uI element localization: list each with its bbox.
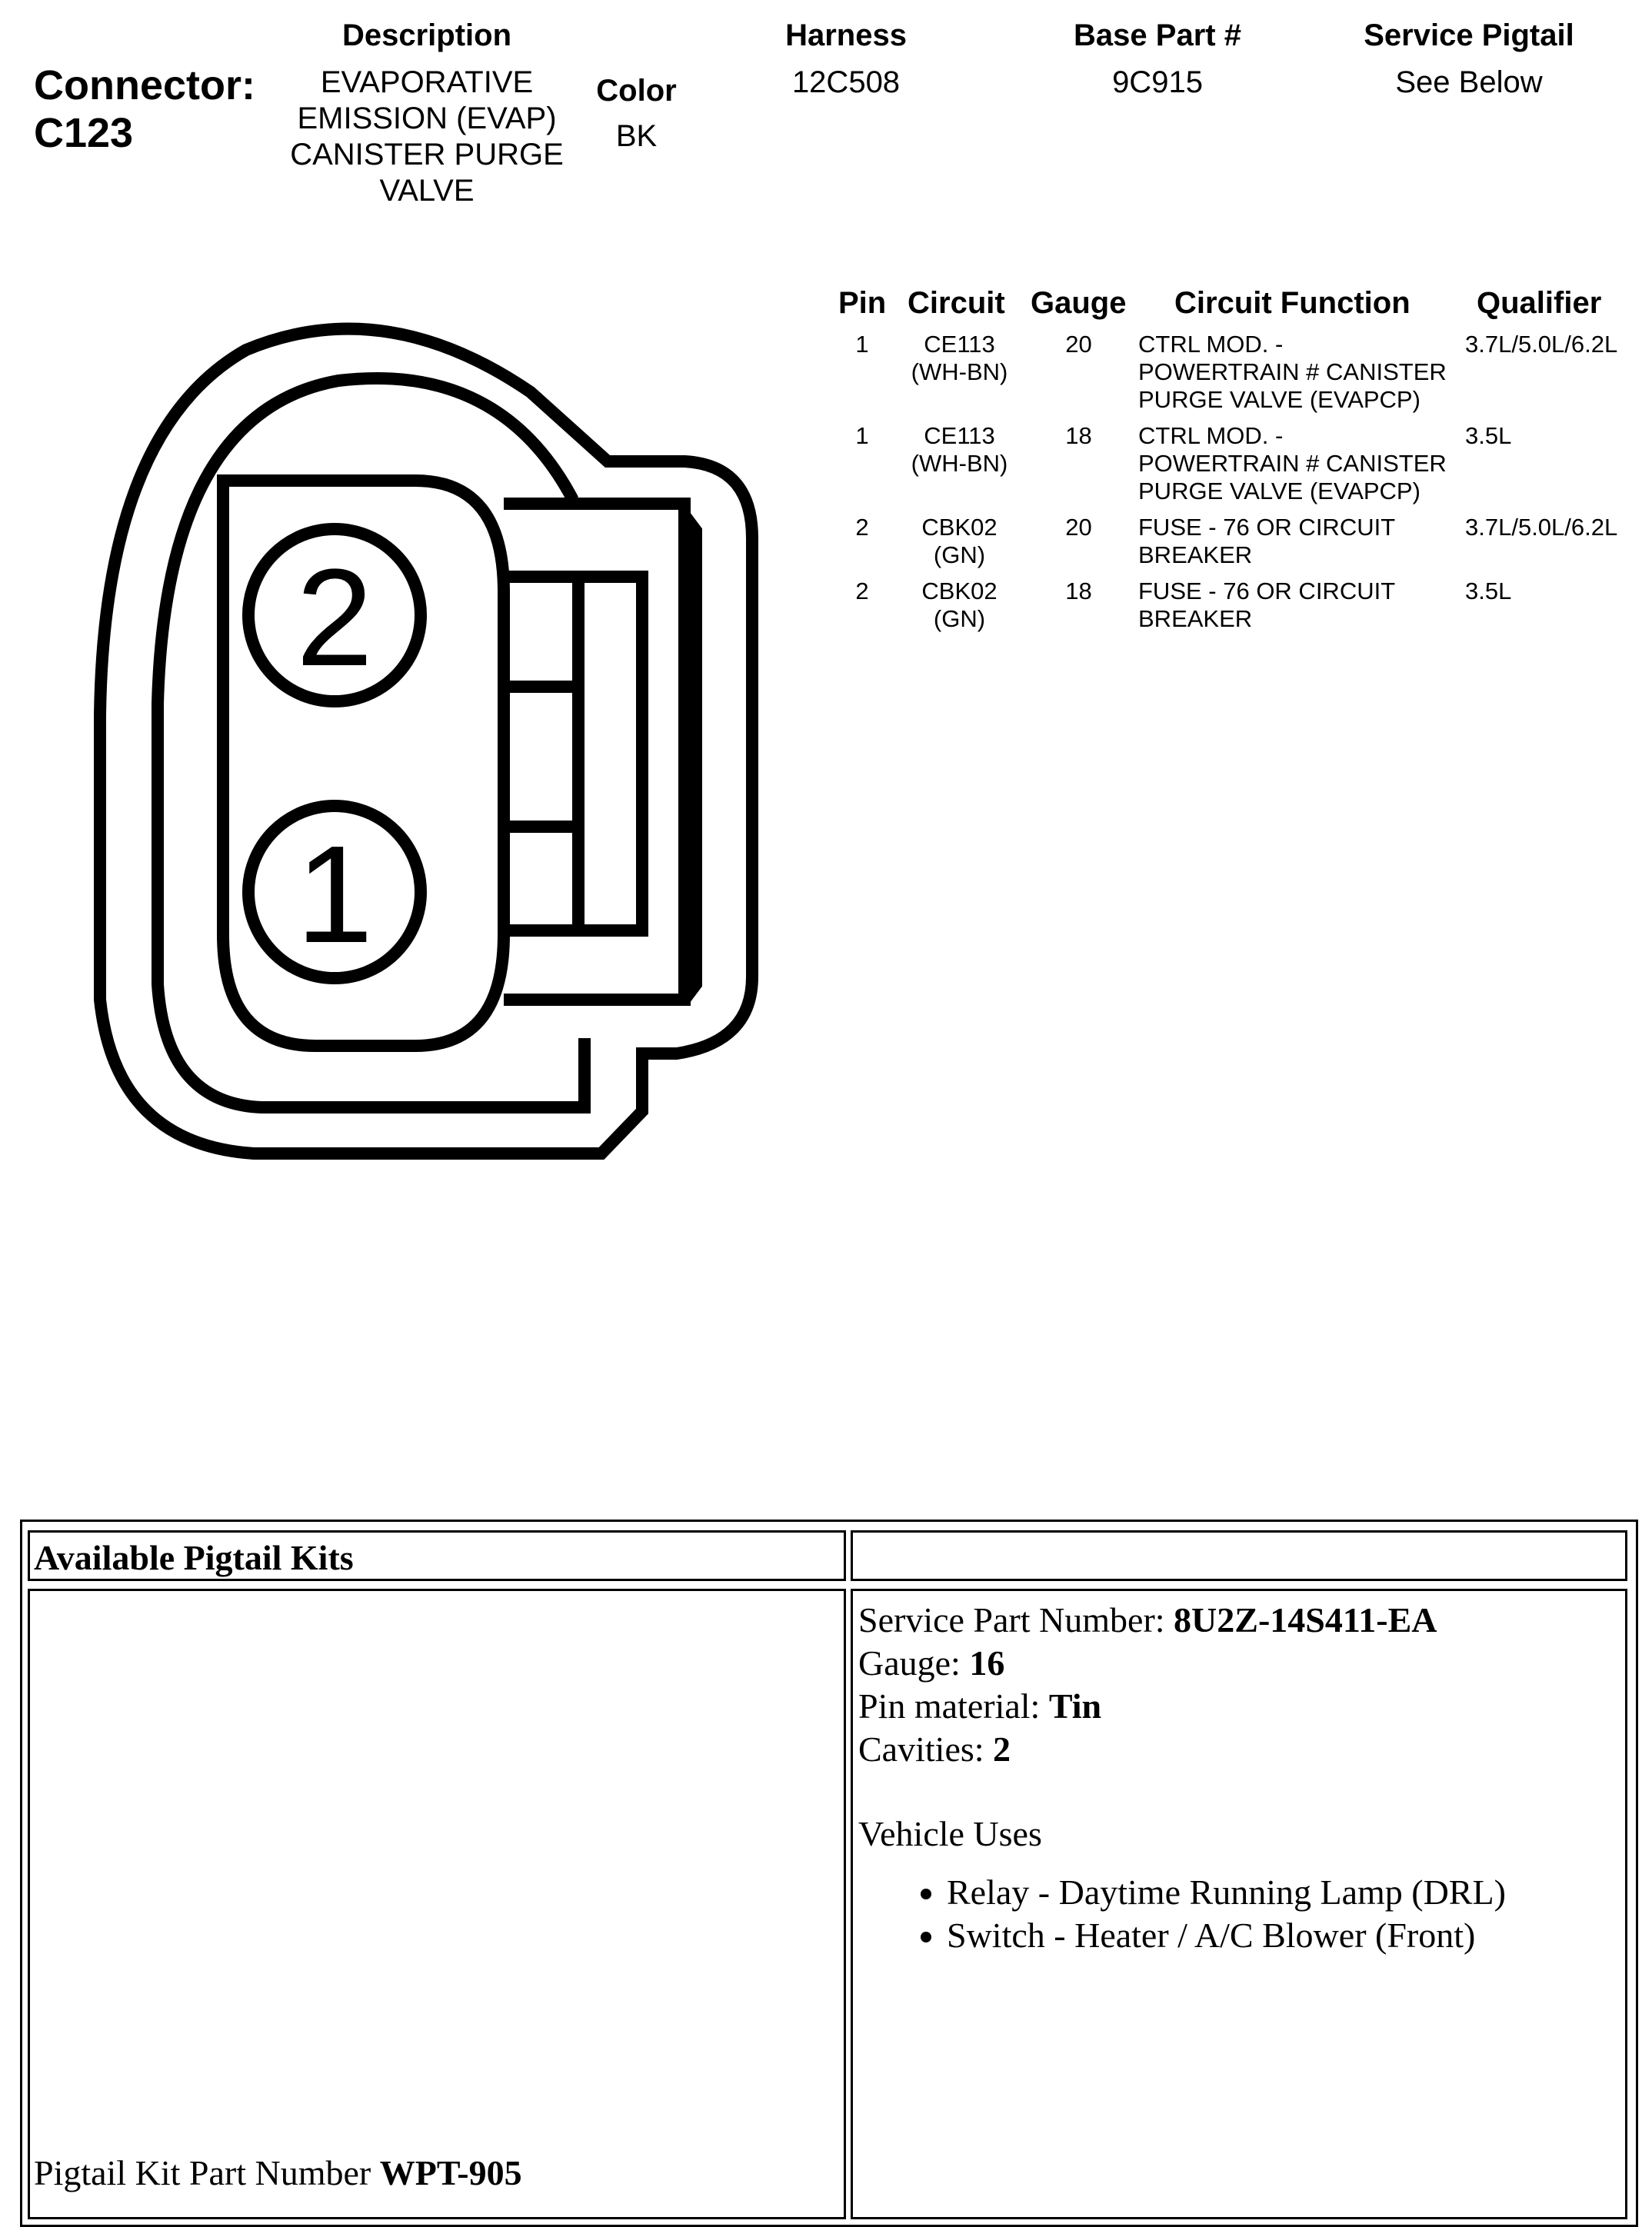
description-value	[273, 65, 581, 209]
pigtail-empty-header-cell	[851, 1530, 1627, 1581]
base-part-value: 9C915	[1112, 65, 1203, 99]
pigtail-kit-number	[34, 2152, 522, 2193]
circuit-line: (GN)	[933, 605, 986, 632]
connector-label: Connector:	[34, 62, 255, 108]
function-cell	[1138, 578, 1395, 633]
circuit-line: (WH-BN)	[911, 450, 1008, 477]
function-line: BREAKER	[1138, 605, 1253, 632]
cavities-row	[858, 1728, 1437, 1771]
service-part-row	[858, 1599, 1437, 1642]
description-line: EVAPORATIVE	[320, 65, 534, 99]
pigtail-details	[858, 1599, 1437, 1897]
function-cell	[1138, 422, 1447, 505]
service-pigtail-header: Service Pigtail	[1364, 18, 1574, 52]
gauge-value: 16	[969, 1643, 1005, 1683]
circuit-line: (WH-BN)	[911, 358, 1008, 385]
qualifier-cell: 3.7L/5.0L/6.2L	[1465, 331, 1618, 358]
circuit-cell	[892, 514, 1027, 569]
vehicle-uses-list	[853, 1871, 1652, 1957]
connector-outer-shell	[100, 329, 752, 1153]
gauge-cell: 18	[1065, 422, 1092, 449]
service-part-label: Service Part Number:	[858, 1600, 1174, 1639]
function-line: CTRL MOD. -	[1138, 422, 1284, 449]
function-line: FUSE - 76 OR CIRCUIT	[1138, 514, 1396, 541]
function-line: POWERTRAIN # CANISTER	[1138, 358, 1447, 385]
cavities-label: Cavities:	[858, 1729, 994, 1769]
pin-table-header-function: Circuit Function	[1174, 286, 1411, 320]
pin-table-header-pin: Pin	[838, 286, 887, 320]
service-part-value: 8U2Z-14S411-EA	[1174, 1600, 1437, 1639]
description-header: Description	[341, 18, 512, 52]
pigtail-image-cell	[28, 1589, 846, 2219]
vehicle-use-item: • Relay - Daytime Running Lamp (DRL)	[947, 1871, 1652, 1914]
function-line: BREAKER	[1138, 541, 1253, 568]
vehicle-uses-label: Vehicle Uses	[858, 1814, 1042, 1853]
function-line: FUSE - 76 OR CIRCUIT	[1138, 578, 1396, 604]
pigtail-details-cell	[851, 1589, 1627, 2219]
circuit-line: CBK02	[921, 578, 998, 604]
connector-id: C123	[34, 110, 134, 156]
circuit-line: CE113	[924, 331, 995, 358]
harness-value: 12C508	[791, 65, 901, 99]
circuit-cell	[892, 331, 1027, 386]
qualifier-cell: 3.7L/5.0L/6.2L	[1465, 514, 1618, 541]
circuit-line: CE113	[924, 422, 995, 449]
description-line: CANISTER PURGE	[290, 138, 564, 171]
description-line: VALVE	[379, 174, 475, 208]
gauge-cell: 18	[1065, 578, 1092, 604]
circuit-cell	[892, 578, 1027, 633]
circuit-line: (GN)	[933, 541, 986, 568]
qualifier-cell: 3.5L	[1465, 422, 1512, 449]
pin-material-row	[858, 1685, 1437, 1728]
pin-table-header-qualifier: Qualifier	[1477, 286, 1602, 320]
color-value: BK	[615, 119, 658, 153]
vehicle-use-item: • Switch - Heater / A/C Blower (Front)	[947, 1914, 1652, 1957]
qualifier-cell: 3.5L	[1465, 578, 1512, 604]
function-line: PURGE VALVE (EVAPCP)	[1138, 478, 1421, 504]
description-line: EMISSION (EVAP)	[297, 102, 557, 135]
pin-cell: 2	[855, 578, 869, 604]
pin-material-value: Tin	[1048, 1686, 1102, 1726]
function-line: POWERTRAIN # CANISTER	[1138, 450, 1447, 477]
function-cell	[1138, 331, 1447, 414]
pin-material-label: Pin material:	[858, 1686, 1049, 1726]
pigtail-title: Available Pigtail Kits	[34, 1538, 354, 1577]
gauge-cell: 20	[1065, 331, 1092, 358]
base-part-header: Base Part #	[1074, 18, 1241, 52]
pin-table-header-gauge: Gauge	[1031, 286, 1127, 320]
function-line: PURGE VALVE (EVAPCP)	[1138, 386, 1421, 413]
function-cell	[1138, 514, 1395, 569]
function-line: CTRL MOD. -	[1138, 331, 1284, 358]
kit-label: Pigtail Kit Part Number	[34, 2153, 380, 2192]
circuit-cell	[892, 422, 1027, 478]
cavities-value: 2	[993, 1729, 1011, 1769]
service-pigtail-value: See Below	[1395, 65, 1543, 99]
pin-2-label: 2	[295, 541, 374, 695]
pin-cell: 1	[855, 422, 869, 449]
gauge-row	[858, 1642, 1437, 1685]
color-header: Color	[596, 74, 677, 108]
pin-cell: 2	[855, 514, 869, 541]
gauge-cell: 20	[1065, 514, 1092, 541]
gauge-label: Gauge:	[858, 1643, 970, 1683]
harness-header: Harness	[785, 18, 907, 52]
circuit-line: CBK02	[921, 514, 998, 541]
pin-1-label: 1	[295, 817, 374, 972]
pigtail-title-cell	[28, 1530, 846, 1581]
connector-title	[34, 62, 255, 157]
pin-cell: 1	[855, 331, 869, 358]
pin-table-header-circuit: Circuit	[908, 286, 1005, 320]
connector-diagram	[0, 292, 792, 1200]
kit-value: WPT-905	[379, 2153, 522, 2192]
